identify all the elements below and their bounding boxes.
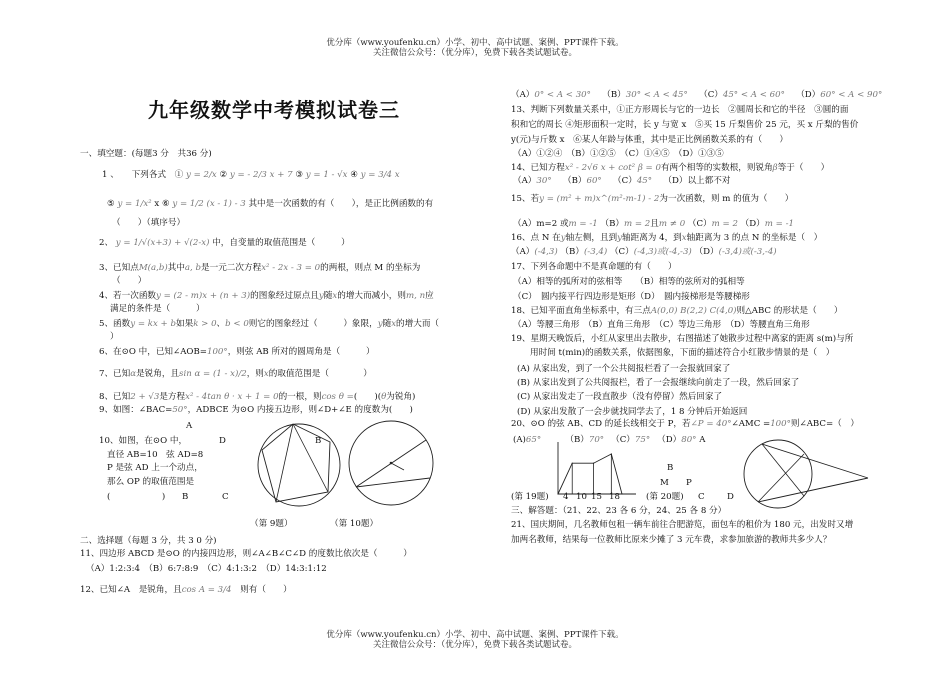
- q3-line2: （ ）: [112, 276, 147, 286]
- section-choice: 二、选择题（每题 3 分，共 3 0 分): [80, 536, 217, 546]
- q15-options: （A）m=2 或m = -1 （B）m = 2且m ≠ 0 （C）m = 2 （D）m = -1: [513, 219, 794, 229]
- footer-line-1: 优分库（www.youfenku.cn）小学、初中、高中试题、案例、PPT课件下载。: [326, 630, 624, 640]
- fig10-label-b: B: [182, 492, 189, 502]
- q18-options: （A）等腰三角形 （B）直角三角形 （C）等边三角形 （D）等腰直角三角形: [513, 320, 810, 330]
- header-line-1: 优分库（www.youfenku.cn）小学、初中、高中试题、案例、PPT课件下载。: [326, 38, 624, 48]
- q12: 12、已知∠A 是锐角，且cos A = 3/4 则有（ ）: [80, 585, 292, 595]
- q16-options: （A）(-4,3) （B）(-3,4) （C）(-4,3)或(-4,-3) （D）(-3,4)或(-3,-4): [511, 247, 777, 257]
- fig9-label-a: A: [186, 421, 193, 431]
- q13-line3: y(元)与斤数 x ⑥某人年龄与体重，其中是正比例函数关系的有（ ）: [511, 135, 788, 145]
- q12-options: （A）0° < A < 30° （B）30° < A < 45° （C）45° < A < 60° （D）60° < A < 90°: [511, 90, 883, 100]
- q14-options: （A）30° （B）60° （C）45° （D）以上都不对: [513, 176, 731, 186]
- section-fill-in: 一、填空题：(每题3 分 共36 分): [80, 149, 212, 159]
- q19-option-d: (D) 从家出发散了一会步就找同学去了，1 8 分钟后开始返回: [517, 407, 748, 417]
- fig20-label-d: D: [727, 492, 734, 502]
- section-answer: 三、解答题：（21、22、23 各 6 分，24、25 各 8 分）: [511, 506, 727, 516]
- fig20-label-p: P: [686, 478, 692, 488]
- caption-fig20: (第 20题): [646, 492, 684, 502]
- q5-line2: ）: [110, 332, 119, 342]
- q20: 20、⊙O 的弦 AB、CD 的延长线相交于 P，若∠P = 40°∠AMC =100°则∠ABC=（ ）: [511, 419, 859, 429]
- q10-line1: 10、如图，在⊙O 中，: [99, 436, 188, 446]
- q19-option-a: (A) 从家出发，到了一个公共阅报栏看了一会报就回家了: [517, 364, 731, 374]
- figure-9-circle-pentagon: [256, 422, 342, 508]
- q9: 9、如图：∠BAC=50°，ADBCE 为⊙O 内接五边形，则∠D+∠E 的度数为( ): [99, 405, 413, 415]
- q11-options: （A）1:2:3:4 （B）6:7:8:9 （C）4:1:3:2 （D）14:3:1:12: [86, 564, 327, 574]
- q4-line2: 满足的条件是（ ）: [110, 304, 205, 314]
- chart-point-2: [593, 463, 594, 464]
- q5: 5、函数y = kx + b如果k > 0、b < 0则它的图象经过（ ）象限，y随x的增大而（: [99, 319, 440, 329]
- q8: 8、已知2 + √3是方程x² - 4tan θ · x + 1 = 0的一根，则cos θ =( )(θ为锐角): [99, 392, 416, 402]
- page-title: 九年级数学中考模拟试卷三: [148, 98, 400, 122]
- chart-tick-4: 4: [563, 492, 569, 502]
- fig9-label-c: C: [222, 492, 229, 502]
- q19-option-b: (B) 从家出发到了公共阅报栏，看了一会报继续向前走了一段，然后回家了: [517, 378, 800, 388]
- q2: 2、 y = 1/√(x+3) + √(2-x) 中，自变量的取值范围是（ ）: [99, 238, 350, 248]
- q4: 4、若一次函数y = (2 - m)x + (n + 3)的图象经过原点且y随x的增大而减小，则m, n应: [99, 291, 434, 301]
- q17-options-2: （C） 圆内接平行四边形是矩形（D） 圆内接梯形是等腰梯形: [513, 292, 750, 302]
- fig20-label-b: B: [667, 463, 674, 473]
- caption-fig19: (第 19题): [511, 492, 549, 502]
- caption-fig10: （第 10题）: [330, 519, 379, 529]
- q13-options: （A）①②④ （B）①②⑤ （C）①④⑤ （D）①③⑤: [513, 149, 724, 159]
- q1-line3: （ ）（填序号）: [112, 218, 186, 228]
- q21-line2: 加两名教师，结果每一位教师比原来少摊了 3 元车费，求参加旅游的教师共多少人？: [511, 535, 832, 545]
- figure-19-distance-time-chart: [548, 440, 638, 500]
- q13-line2: 积和它的周长 ④矩形面积一定时，长 y 与宽 x ⑤买 15 斤梨售价 25 元，买 x 斤梨的售价: [511, 120, 859, 130]
- q10-line2: 直径 AB=10 弦 AD=8: [107, 450, 204, 460]
- chart-point-1: [572, 463, 573, 464]
- q18: 18、已知平面直角坐标系中，有三点A(0,0) B(2,2) C(4,0)则△ABC 的形状是（ ）: [511, 306, 843, 316]
- q10-line4: 那么 OP 的取值范围是: [107, 477, 195, 487]
- q17: 17、下列各命题中不是真命题的有（ ）: [511, 262, 677, 272]
- chart-tick-15: 15: [591, 492, 602, 502]
- fig9-label-d: D: [219, 436, 226, 446]
- fig20-label-m: M: [660, 478, 669, 488]
- q17-options-1: （A）相等的弧所对的弦相等 （B）相等的弦所对的弧相等: [513, 277, 745, 287]
- q1-line2: ⑤ y = 1/x² x ⑥ y = 1/2 (x - 1) - 3 其中是一次函数的有（ ），是正比例函数的有: [107, 199, 434, 209]
- chart-point-0: [557, 493, 558, 494]
- q16: 16、点 N 在y轴左侧，且到y轴距离为 4，到x轴距离为 3 的点 N 的坐标是（ ）: [511, 233, 823, 243]
- chart-series-line: [558, 454, 622, 494]
- fig9-label-b: B: [315, 436, 322, 446]
- q7: 7、已知α是锐角，且sin α = (1 - x)/2，则x的取值范围是（ ）: [99, 369, 372, 379]
- q19-line1: 19、星期天晚饭后，小红从家里出去散步，右图描述了她散步过程中离家的距离 s(m)与所: [511, 334, 854, 344]
- q14: 14、已知方程x² - 2√6 x + cot² β = 0有两个相等的实数根，则锐角β等于（ ）: [511, 163, 830, 173]
- q15: 15、若y = (m² + m)x^(m²-m-1) - 2为一次函数，则 m 的值为（ ）: [511, 194, 794, 204]
- figure-20-circle-secants: [742, 440, 872, 510]
- q11: 11、四边形 ABCD 是⊙O 的内接四边形，则∠A∠B∠C∠D 的度数比依次是（ ）: [80, 549, 412, 559]
- q10-line3: P 是弦 AD 上一个动点，: [107, 463, 203, 473]
- q21-line1: 21、国庆期间，几名教师包租一辆车前往合肥游览，面包车的租价为 180 元，出发时又增: [511, 520, 854, 530]
- chart-tick-18: 18: [609, 492, 620, 502]
- chart-point-4: [621, 493, 622, 494]
- figure-10-circle-chord: [348, 420, 434, 506]
- q3: 3、已知点M(a,b)其中a, b是一元二次方程x² - 2x - 3 = 0的两根，则点 M 的坐标为: [99, 263, 421, 273]
- q20-options: (A)65° （B）70° （C）75° （D）80° A: [513, 435, 706, 445]
- q1-intro: 1 、 下列各式 ① y = 2/x ② y = - 2/3 x + 7 ③ y = 1 - √x ④ y = 3/4 x: [102, 170, 400, 180]
- chart-tick-10: 10: [576, 492, 587, 502]
- caption-fig9: （第 9题）: [250, 519, 293, 529]
- header-line-2: 关注微信公众号：（优分库），免费下载各类试题试卷。: [372, 48, 577, 58]
- q19-option-c: (C) 从家出发走了一段直散步（没有停留）然后回家了: [517, 392, 723, 402]
- q19-line2: 用时间 t(min)的函数关系，依据图象，下面的描述符合小红散步情景的是（ ）: [530, 348, 835, 358]
- q13-line1: 13、判断下列数量关系中，①正方形周长与它的一边长 ②圆周长和它的半径 ③圆的面: [511, 105, 849, 115]
- q6: 6、在⊙O 中，已知∠AOB=100°，则弦 AB 所对的圆周角是（ ）: [99, 347, 375, 357]
- chart-point-3: [611, 453, 612, 454]
- q10-line5: ( ): [107, 492, 166, 502]
- fig20-label-c: C: [698, 492, 705, 502]
- footer-line-2: 关注微信公众号：（优分库），免费下载各类试题试卷。: [372, 640, 577, 650]
